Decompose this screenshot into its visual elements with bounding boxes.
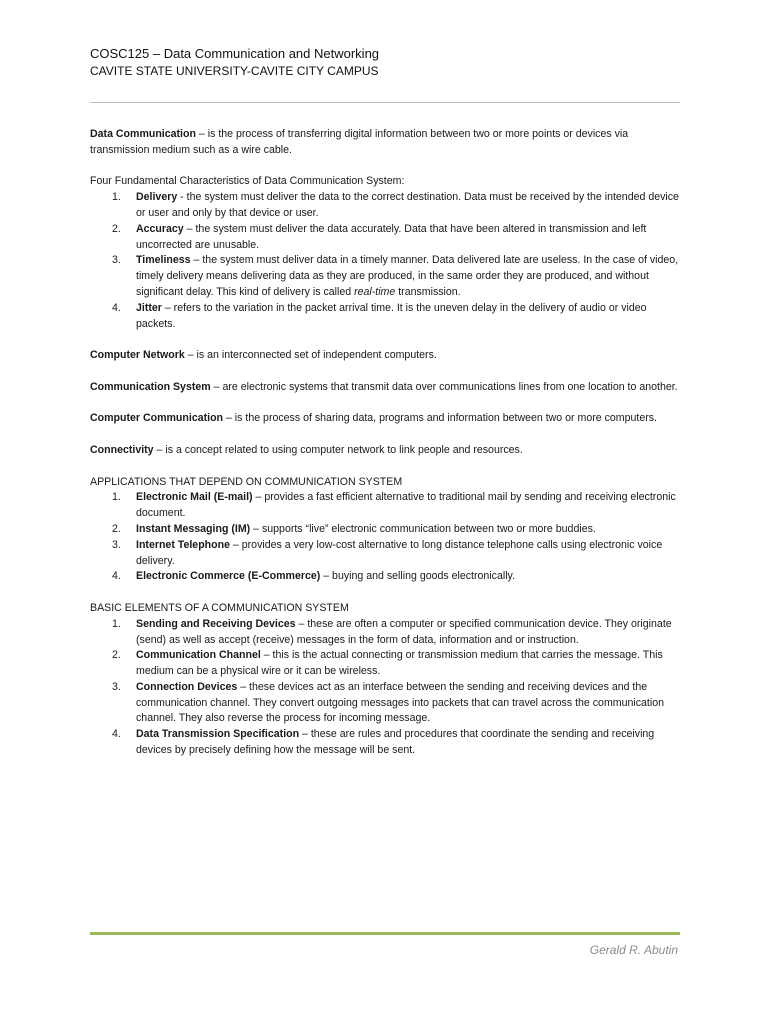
item-number: 3. [112, 538, 121, 551]
connectivity-definition [90, 443, 680, 459]
item-term: Electronic Commerce (E-Commerce) [136, 570, 321, 583]
list-item [90, 522, 680, 538]
item-text: – provides a very low-cost alternative to long distance telephone calls using electronic voice delivery. [136, 538, 663, 567]
term: Connectivity [90, 443, 154, 456]
item-text: – provides a fast efficient alternative to traditional mail by sending and receiving electronic document. [136, 491, 676, 520]
list-item [90, 648, 680, 680]
header-divider [90, 102, 680, 103]
item-text: – the system must deliver data in a timely manner. Data delivered late are useless. In the case of video, timely delivery means delivering data as they are produced, in the same order they are produced, and without significant delay. This kind of delivery is called [136, 254, 679, 298]
list-item [90, 538, 680, 570]
computer-communication-definition [90, 411, 680, 427]
item-number: 3. [112, 680, 121, 693]
elements-heading: BASIC ELEMENTS OF A COMMUNICATION SYSTEM [90, 601, 349, 614]
item-text-after: transmission. [395, 285, 461, 298]
list-item [90, 222, 680, 254]
item-italic-text: real-time [354, 285, 396, 298]
definition-text: – is the process of sharing data, programs and information between two or more computers. [223, 412, 657, 425]
definition-text: – is the process of transferring digital information between two or more points or devices via transmission medium such as a wire cable. [90, 128, 629, 156]
course-title: COSC125 – Data Communication and Networking [90, 46, 380, 61]
term: Communication System [90, 380, 211, 393]
data-communication-definition [90, 127, 680, 159]
item-text: – these devices act as an interface between the sending and receiving devices and the communication channel. They convert outgoing messages into packets that can travel across the communication channel. They also reverse the process for incoming message. [136, 680, 665, 725]
item-text: – this is the actual connecting or transmission medium that carries the message. This medium can be a physical wire or it can be wireless. [136, 649, 663, 678]
term: Computer Communication [90, 412, 224, 425]
applications-heading: APPLICATIONS THAT DEPEND ON COMMUNICATION SYSTEM [90, 475, 403, 488]
item-number: 4. [112, 301, 121, 314]
page-header [90, 45, 690, 80]
list-item [90, 569, 680, 585]
item-text: – refers to the variation in the packet arrival time. It is the uneven delay in the delivery of audio or video packets. [136, 301, 647, 330]
item-term: Timeliness [136, 254, 191, 267]
item-term: Electronic Mail (E-mail) [136, 491, 253, 504]
list-item [90, 490, 680, 522]
footer-divider [90, 932, 680, 935]
item-text: - the system must deliver the data to the correct destination. Data must be received by the intended device or user and only by that device or user. [136, 191, 679, 219]
elements-list [90, 617, 680, 759]
term: Computer Network [90, 349, 185, 362]
campus-name: CAVITE STATE UNIVERSITY-CAVITE CITY CAMPUS [90, 64, 379, 78]
item-term: Accuracy [136, 222, 184, 235]
item-text: – buying and selling goods electronically. [320, 570, 516, 583]
item-term: Instant Messaging (IM) [136, 522, 251, 535]
definition-text: – are electronic systems that transmit data over communications lines from one location to another. [210, 380, 678, 393]
item-number: 4. [112, 570, 121, 583]
definition-text: – is an interconnected set of independent computers. [184, 349, 437, 362]
item-term: Delivery [136, 191, 178, 204]
item-text: – the system must deliver the data accurately. Data that have been altered in transmission and left uncorrected are unusable. [136, 222, 647, 251]
item-text: – these are rules and procedures that coordinate the sending and receiving devices by precisely defining how the message will be sent. [136, 728, 655, 757]
item-term: Jitter [136, 301, 162, 314]
list-item [90, 253, 680, 300]
definition-text: – is a concept related to using computer network to link people and resources. [153, 443, 523, 456]
author-name: Gerald R. Abutin [589, 943, 678, 957]
list-item [90, 680, 680, 727]
item-number: 1. [112, 491, 121, 504]
item-term: Sending and Receiving Devices [136, 617, 296, 630]
item-number: 1. [112, 617, 121, 630]
item-term: Communication Channel [136, 649, 261, 662]
item-number: 3. [112, 254, 121, 267]
list-item [90, 617, 680, 649]
document-body [90, 127, 680, 775]
applications-list [90, 490, 680, 585]
item-number: 2. [112, 222, 121, 235]
item-number: 1. [112, 191, 121, 204]
characteristics-list [90, 190, 680, 332]
characteristics-heading: Four Fundamental Characteristics of Data Communication System: [90, 175, 405, 188]
computer-network-definition [90, 348, 680, 364]
item-term: Internet Telephone [136, 538, 230, 551]
communication-system-definition [90, 380, 680, 396]
list-item [90, 727, 680, 759]
list-item [90, 190, 680, 222]
item-text: – these are often a computer or specified communication device. They originate (send) as well as accept (receive) messages in the form of data, information and or instruction. [136, 617, 672, 646]
item-term: Connection Devices [136, 680, 238, 693]
item-number: 2. [112, 522, 121, 535]
item-number: 2. [112, 649, 121, 662]
term: Data Communication [90, 128, 196, 140]
item-number: 4. [112, 728, 121, 741]
item-text: – supports “live” electronic communication between two or more buddies. [250, 522, 596, 535]
item-term: Data Transmission Specification [136, 728, 300, 741]
list-item [90, 301, 680, 333]
